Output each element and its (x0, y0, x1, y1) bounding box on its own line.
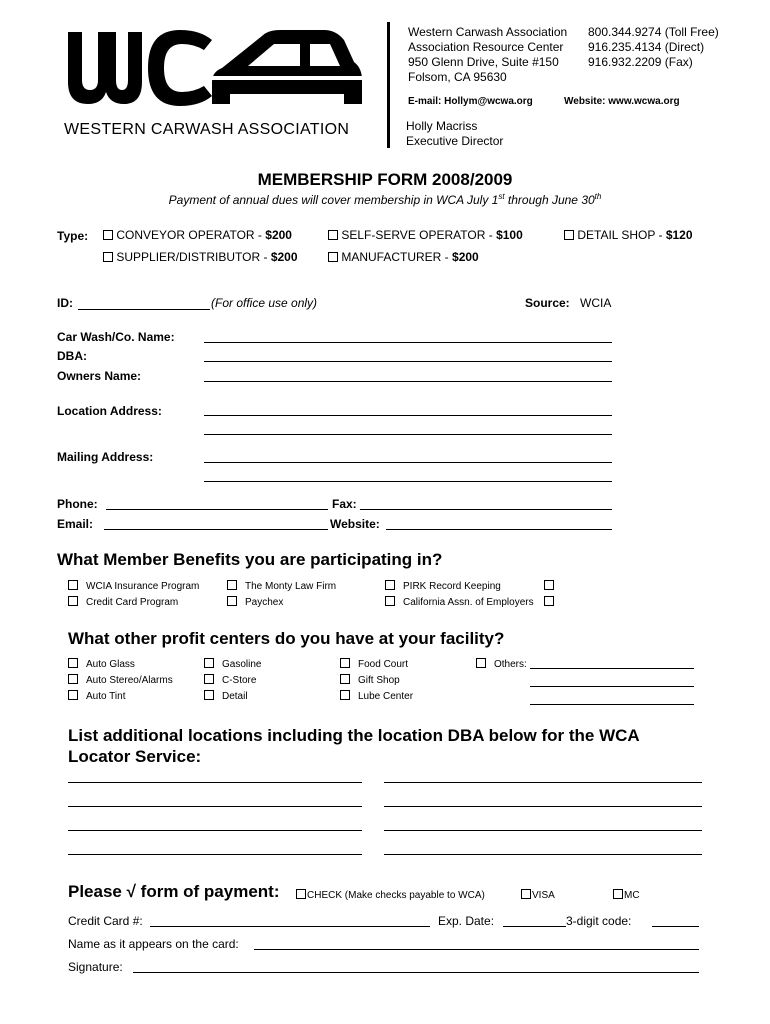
option-text: WCIA Insurance Program (86, 581, 200, 592)
option-text: Credit Card Program (86, 597, 179, 608)
option-text: Detail (222, 691, 248, 702)
profit-auto-tint[interactable] (68, 690, 125, 702)
phone-line: 916.932.2209 (Fax) (588, 55, 693, 69)
address-block (408, 25, 567, 85)
checkbox[interactable] (227, 596, 237, 606)
others-field-1[interactable] (530, 668, 694, 669)
benefit-cal-assn[interactable] (385, 596, 534, 608)
subtitle-part: through June 30 (504, 193, 595, 207)
location-entry-line[interactable] (68, 806, 362, 807)
contact-block (406, 119, 503, 149)
others-field-3[interactable] (530, 704, 694, 705)
mailing-field-2[interactable] (204, 481, 612, 482)
option-text: CHECK (Make checks payable to WCA) (307, 890, 485, 901)
profit-auto-stereo[interactable] (68, 674, 173, 686)
option-text: SELF-SERVE OPERATOR - (341, 228, 497, 242)
contact-title: Executive Director (406, 134, 504, 148)
type-option-manufacturer[interactable] (328, 250, 479, 264)
option-price: $100 (496, 228, 523, 242)
checkbox[interactable] (204, 690, 214, 700)
option-text: VISA (532, 890, 555, 901)
payment-mc[interactable] (613, 889, 640, 901)
office-note: (For office use only) (211, 296, 318, 310)
checkbox[interactable] (68, 674, 78, 684)
benefit-extra-2[interactable] (544, 596, 562, 608)
checkbox[interactable] (227, 580, 237, 590)
benefit-credit-card[interactable] (68, 596, 178, 608)
option-text: California Assn. of Employers (403, 597, 534, 608)
checkbox[interactable] (103, 230, 113, 240)
option-text: Auto Stereo/Alarms (86, 675, 173, 686)
form-title: MEMBERSHIP FORM 2008/2009 (257, 170, 513, 189)
signature-field[interactable] (133, 972, 699, 973)
profit-detail[interactable] (204, 690, 248, 702)
profit-food-court[interactable] (340, 658, 408, 670)
payment-check[interactable] (296, 889, 485, 901)
option-text: Gift Shop (358, 675, 400, 686)
others-field-2[interactable] (530, 686, 694, 687)
exp-label: Exp. Date: (438, 914, 495, 928)
benefit-pirk[interactable] (385, 580, 501, 592)
fax-field[interactable] (360, 509, 612, 510)
carwash-field[interactable] (204, 342, 612, 343)
location-label: Location Address: (57, 404, 162, 418)
location-entry-line[interactable] (384, 782, 702, 783)
type-option-self-serve[interactable] (328, 228, 523, 242)
wca-logo-graphic (62, 22, 362, 122)
wca-logo (62, 22, 362, 122)
checkbox[interactable] (328, 252, 338, 262)
phone-block (588, 25, 719, 70)
profit-heading: What other profit centers do you have at your facility? (68, 629, 505, 648)
dba-field[interactable] (204, 361, 612, 362)
option-text: Paychex (245, 597, 284, 608)
option-text: SUPPLIER/DISTRIBUTOR - (116, 250, 271, 264)
subtitle-part: Payment of annual dues will cover membership in WCA July 1 (168, 193, 499, 207)
checkbox[interactable] (204, 658, 214, 668)
source-value: WCIA (580, 296, 612, 310)
location-entry-line[interactable] (68, 830, 362, 831)
option-price: $200 (270, 250, 298, 264)
location-entry-line[interactable] (68, 854, 362, 855)
address-line: Association Resource Center (408, 40, 564, 54)
location-entry-line[interactable] (384, 830, 702, 831)
checkbox[interactable] (385, 580, 395, 590)
source-label: Source: (525, 296, 570, 310)
benefits-heading: What Member Benefits you are participating in? (57, 550, 443, 569)
checkbox[interactable] (385, 596, 395, 606)
payment-visa[interactable] (521, 889, 555, 901)
website-label: Website: (330, 517, 380, 531)
id-field[interactable] (78, 309, 210, 310)
checkbox[interactable] (204, 674, 214, 684)
option-text: Auto Glass (86, 659, 135, 670)
option-text: Food Court (358, 659, 409, 670)
checkbox[interactable] (328, 230, 338, 240)
option-text: Lube Center (358, 691, 414, 702)
option-text: MC (624, 890, 640, 901)
benefit-paychex[interactable] (227, 596, 283, 608)
header-website: Website: www.wcwa.org (564, 96, 680, 107)
checkbox[interactable] (340, 674, 350, 684)
option-price: $200 (265, 228, 292, 242)
mailing-label: Mailing Address: (57, 450, 154, 464)
mailing-field-1[interactable] (204, 462, 612, 463)
profit-c-store[interactable] (204, 674, 256, 686)
header-divider (387, 22, 390, 148)
subtitle-sup: st (498, 192, 505, 201)
phone-line: 916.235.4134 (Direct) (588, 40, 705, 54)
option-text: MANUFACTURER - (341, 250, 453, 264)
profit-lube-center[interactable] (340, 690, 413, 702)
profit-gasoline[interactable] (204, 658, 261, 670)
option-text: Auto Tint (86, 691, 126, 702)
address-line: Folsom, CA 95630 (408, 70, 507, 84)
fax-label: Fax: (332, 497, 357, 511)
header-email: E-mail: Hollym@wcwa.org (408, 96, 533, 107)
benefit-monty-law[interactable] (227, 580, 336, 592)
owners-label: Owners Name: (57, 369, 142, 383)
checkbox[interactable] (68, 690, 78, 700)
checkbox[interactable] (521, 889, 531, 899)
checkbox[interactable] (564, 230, 574, 240)
card-label: Credit Card #: (68, 914, 143, 928)
phone-field[interactable] (106, 509, 328, 510)
checkbox[interactable] (296, 889, 306, 899)
locations-heading-line: Locator Service: (68, 747, 202, 766)
contact-name: Holly Macriss (406, 119, 478, 133)
profit-auto-glass[interactable] (68, 658, 135, 670)
type-label: Type: (57, 229, 89, 243)
option-text: Others: (494, 659, 527, 670)
option-price: $200 (452, 250, 479, 264)
owners-field[interactable] (204, 381, 612, 382)
option-text: Gasoline (222, 659, 262, 670)
checkbox[interactable] (340, 658, 350, 668)
email-field[interactable] (104, 529, 328, 530)
email-label: Email: (57, 517, 94, 531)
locations-heading (68, 725, 640, 767)
code-label: 3-digit code: (566, 914, 632, 928)
type-option-detail-shop[interactable] (564, 228, 693, 242)
type-option-supplier[interactable] (103, 250, 298, 264)
subtitle-sup: th (594, 192, 602, 201)
dba-label: DBA: (57, 349, 87, 363)
benefit-extra-1[interactable] (544, 580, 562, 592)
form-subtitle (0, 192, 770, 207)
location-entry-line[interactable] (384, 806, 702, 807)
profit-gift-shop[interactable] (340, 674, 400, 686)
carwash-label: Car Wash/Co. Name: (57, 330, 175, 344)
checkbox[interactable] (476, 658, 486, 668)
address-line: Western Carwash Association (408, 25, 568, 39)
phone-line: 800.344.9274 (Toll Free) (588, 25, 719, 39)
org-name: WESTERN CARWASH ASSOCIATION (64, 121, 350, 138)
checkbox[interactable] (68, 658, 78, 668)
card-name-label: Name as it appears on the card: (68, 937, 239, 951)
checkbox[interactable] (340, 690, 350, 700)
signature-label: Signature: (68, 960, 123, 974)
option-text: The Monty Law Firm (245, 581, 337, 592)
profit-others[interactable] (476, 658, 527, 670)
location-entry-line[interactable] (384, 854, 702, 855)
card-number-field[interactable] (150, 926, 430, 927)
option-text: PIRK Record Keeping (403, 581, 501, 592)
payment-heading: Please √ form of payment: (68, 882, 280, 901)
checkbox[interactable] (68, 596, 78, 606)
option-text: CONVEYOR OPERATOR - (116, 228, 266, 242)
location-field-1[interactable] (204, 415, 612, 416)
option-text: DETAIL SHOP - (577, 228, 666, 242)
card-name-field[interactable] (254, 949, 699, 950)
exp-date-field[interactable] (503, 926, 566, 927)
phone-label: Phone: (57, 497, 98, 511)
address-line: 950 Glenn Drive, Suite #150 (408, 55, 559, 69)
benefit-wcia[interactable] (68, 580, 199, 592)
checkbox[interactable] (544, 580, 554, 590)
location-entry-line[interactable] (68, 782, 362, 783)
option-text: C-Store (222, 675, 257, 686)
website-field[interactable] (386, 529, 612, 530)
location-field-2[interactable] (204, 434, 612, 435)
option-price: $120 (665, 228, 693, 242)
checkbox[interactable] (103, 252, 113, 262)
checkbox[interactable] (544, 596, 554, 606)
code-field[interactable] (652, 926, 699, 927)
id-label: ID: (57, 296, 73, 310)
checkbox[interactable] (613, 889, 623, 899)
checkbox[interactable] (68, 580, 78, 590)
type-option-conveyor[interactable] (103, 228, 292, 242)
locations-heading-line: List additional locations including the location DBA below for the WCA (68, 726, 640, 745)
